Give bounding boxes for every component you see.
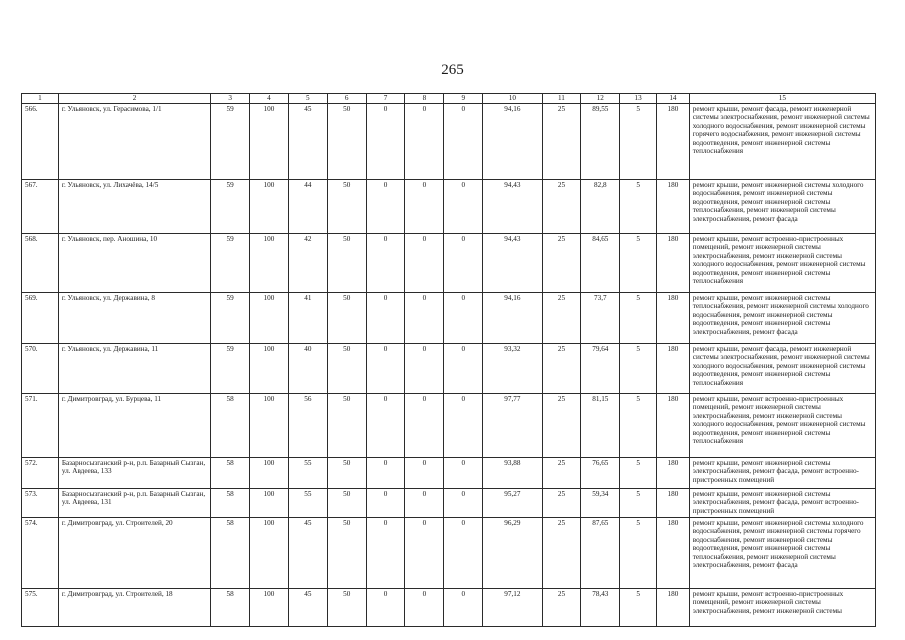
table-row [22,234,876,293]
value-cell: 0 [405,293,444,344]
value-cell: 5 [620,589,657,627]
header-row [22,94,876,104]
value-cell: 0 [366,180,405,234]
value-cell: 59,34 [581,489,620,518]
value-cell: 100 [250,489,289,518]
value-cell: 0 [366,293,405,344]
value-cell: 58 [211,458,250,489]
value-cell: 100 [250,458,289,489]
column-header: 9 [444,94,483,104]
value-cell: 45 [288,589,327,627]
value-cell: 73,7 [581,293,620,344]
value-cell: 95,27 [483,489,542,518]
address-cell: г. Ульяновск, ул. Державина, 8 [58,293,210,344]
address-cell: г. Ульяновск, ул. Державина, 11 [58,344,210,394]
works-cell: ремонт крыши, ремонт инженерной системы электроснабжения, ремонт фасада, ремонт встроенно-пристроенных помещений [689,458,875,489]
value-cell: 0 [444,104,483,180]
value-cell: 45 [288,518,327,589]
value-cell: 45 [288,104,327,180]
works-cell: ремонт крыши, ремонт встроенно-пристроенных помещений, ремонт инженерной системы электроснабжения, ремонт инженерной системы холодного водоснабжения, ремонт инженерной системы водоотведения, ремонт инженерной системы теплоснабжения [689,234,875,293]
value-cell: 50 [327,234,366,293]
value-cell: 100 [250,180,289,234]
value-cell: 180 [657,344,690,394]
row-index: 566. [22,104,59,180]
value-cell: 100 [250,293,289,344]
value-cell: 100 [250,344,289,394]
value-cell: 78,43 [581,589,620,627]
value-cell: 25 [542,589,581,627]
value-cell: 56 [288,394,327,458]
page-number: 265 [441,62,464,78]
value-cell: 0 [405,589,444,627]
works-cell: ремонт крыши, ремонт инженерной системы теплоснабжения, ремонт инженерной системы холодного водоснабжения, ремонт инженерной системы водоотведения, ремонт инженерной системы электроснабжения, ремонт фасада [689,293,875,344]
value-cell: 89,55 [581,104,620,180]
value-cell: 100 [250,394,289,458]
row-index: 574. [22,518,59,589]
value-cell: 40 [288,344,327,394]
value-cell: 5 [620,394,657,458]
value-cell: 180 [657,180,690,234]
value-cell: 42 [288,234,327,293]
value-cell: 0 [444,180,483,234]
value-cell: 0 [366,104,405,180]
column-header: 1 [22,94,59,104]
value-cell: 97,12 [483,589,542,627]
value-cell: 58 [211,518,250,589]
value-cell: 79,64 [581,344,620,394]
value-cell: 59 [211,104,250,180]
value-cell: 58 [211,589,250,627]
value-cell: 180 [657,104,690,180]
value-cell: 180 [657,458,690,489]
value-cell: 0 [366,458,405,489]
address-cell: г. Ульяновск, ул. Герасимова, 1/1 [58,104,210,180]
value-cell: 59 [211,234,250,293]
value-cell: 0 [405,489,444,518]
works-cell: ремонт крыши, ремонт фасада, ремонт инженерной системы электроснабжения, ремонт инженерной системы холодного водоснабжения, ремонт инженерной системы горячего водоснабжения, ремонт инженерной системы водоотведения, ремонт инженерной системы теплоснабжения [689,104,875,180]
value-cell: 5 [620,293,657,344]
value-cell: 0 [444,344,483,394]
works-cell: ремонт крыши, ремонт инженерной системы холодного водоснабжения, ремонт инженерной системы водоотведения, ремонт инженерной системы теплоснабжения, ремонт инженерной системы электроснабжения, ремонт фасада [689,180,875,234]
column-header: 2 [58,94,210,104]
column-header: 4 [250,94,289,104]
column-header: 15 [689,94,875,104]
value-cell: 44 [288,180,327,234]
value-cell: 50 [327,458,366,489]
value-cell: 94,43 [483,180,542,234]
value-cell: 0 [366,394,405,458]
value-cell: 50 [327,489,366,518]
works-cell: ремонт крыши, ремонт фасада, ремонт инженерной системы электроснабжения, ремонт инженерной системы холодного водоснабжения, ремонт инженерной системы водоотведения, ремонт инженерной системы теплоснабжения [689,344,875,394]
value-cell: 93,32 [483,344,542,394]
column-header: 13 [620,94,657,104]
column-header: 12 [581,94,620,104]
value-cell: 0 [405,104,444,180]
value-cell: 59 [211,344,250,394]
value-cell: 94,16 [483,293,542,344]
value-cell: 59 [211,293,250,344]
value-cell: 25 [542,293,581,344]
value-cell: 0 [366,234,405,293]
value-cell: 0 [444,234,483,293]
value-cell: 50 [327,589,366,627]
column-header: 11 [542,94,581,104]
value-cell: 55 [288,489,327,518]
row-index: 572. [22,458,59,489]
table-row [22,293,876,344]
value-cell: 93,88 [483,458,542,489]
value-cell: 0 [366,518,405,589]
value-cell: 0 [366,489,405,518]
column-header: 7 [366,94,405,104]
value-cell: 180 [657,293,690,344]
address-cell: г. Ульяновск, ул. Лихачёва, 14/5 [58,180,210,234]
value-cell: 5 [620,518,657,589]
column-header: 8 [405,94,444,104]
value-cell: 100 [250,518,289,589]
value-cell: 0 [444,518,483,589]
value-cell: 50 [327,518,366,589]
table-row [22,458,876,489]
value-cell: 50 [327,344,366,394]
value-cell: 25 [542,458,581,489]
table-row [22,344,876,394]
address-cell: г. Димитровград, ул. Строителей, 18 [58,589,210,627]
value-cell: 180 [657,518,690,589]
value-cell: 180 [657,589,690,627]
value-cell: 0 [405,518,444,589]
value-cell: 0 [444,489,483,518]
value-cell: 25 [542,344,581,394]
row-index: 575. [22,589,59,627]
value-cell: 180 [657,489,690,518]
value-cell: 5 [620,344,657,394]
value-cell: 0 [405,394,444,458]
row-index: 568. [22,234,59,293]
value-cell: 5 [620,489,657,518]
row-index: 569. [22,293,59,344]
value-cell: 0 [366,344,405,394]
table-row [22,394,876,458]
value-cell: 0 [366,589,405,627]
table-row [22,489,876,518]
value-cell: 0 [405,180,444,234]
row-index: 570. [22,344,59,394]
value-cell: 58 [211,489,250,518]
address-cell: г. Димитровград, ул. Строителей, 20 [58,518,210,589]
works-cell: ремонт крыши, ремонт встроенно-пристроенных помещений, ремонт инженерной системы электроснабжения, ремонт инженерной системы [689,589,875,627]
table-row [22,104,876,180]
works-cell: ремонт крыши, ремонт встроенно-пристроенных помещений, ремонт инженерной системы электроснабжения, ремонт инженерной системы холодного водоснабжения, ремонт инженерной системы водоотведения, ремонт инженерной системы теплоснабжения [689,394,875,458]
value-cell: 87,65 [581,518,620,589]
works-cell: ремонт крыши, ремонт инженерной системы электроснабжения, ремонт фасада, ремонт встроенно-пристроенных помещений [689,489,875,518]
value-cell: 0 [444,589,483,627]
row-index: 567. [22,180,59,234]
value-cell: 59 [211,180,250,234]
value-cell: 0 [444,293,483,344]
address-cell: г. Ульяновск, пер. Аношина, 10 [58,234,210,293]
value-cell: 97,77 [483,394,542,458]
value-cell: 5 [620,458,657,489]
value-cell: 81,15 [581,394,620,458]
value-cell: 5 [620,180,657,234]
value-cell: 94,43 [483,234,542,293]
table-row [22,589,876,627]
value-cell: 5 [620,104,657,180]
value-cell: 25 [542,180,581,234]
value-cell: 25 [542,234,581,293]
value-cell: 180 [657,394,690,458]
value-cell: 0 [405,344,444,394]
value-cell: 25 [542,518,581,589]
value-cell: 5 [620,234,657,293]
value-cell: 55 [288,458,327,489]
table-row [22,518,876,589]
address-cell: Базарносызганский р-н, р.п. Базарный Сызган, ул. Авдеева, 133 [58,458,210,489]
value-cell: 0 [444,394,483,458]
address-cell: г. Димитровград, ул. Бурцева, 11 [58,394,210,458]
column-header: 10 [483,94,542,104]
register-table [21,93,876,627]
value-cell: 25 [542,489,581,518]
value-cell: 96,29 [483,518,542,589]
value-cell: 50 [327,104,366,180]
address-cell: Базарносызганский р-н, р.п. Базарный Сызган, ул. Авдеева, 131 [58,489,210,518]
value-cell: 0 [444,458,483,489]
row-index: 571. [22,394,59,458]
value-cell: 25 [542,104,581,180]
works-cell: ремонт крыши, ремонт инженерной системы холодного водоснабжения, ремонт инженерной системы горячего водоснабжения, ремонт инженерной системы водоотведения, ремонт инженерной системы теплоснабжения, ремонт инженерной системы электроснабжения, ремонт фасада [689,518,875,589]
value-cell: 100 [250,104,289,180]
value-cell: 50 [327,394,366,458]
value-cell: 84,65 [581,234,620,293]
value-cell: 25 [542,394,581,458]
value-cell: 0 [405,234,444,293]
value-cell: 82,8 [581,180,620,234]
value-cell: 50 [327,293,366,344]
column-header: 5 [288,94,327,104]
value-cell: 180 [657,234,690,293]
column-header: 3 [211,94,250,104]
value-cell: 100 [250,234,289,293]
value-cell: 58 [211,394,250,458]
table-row [22,180,876,234]
value-cell: 0 [405,458,444,489]
column-header: 14 [657,94,690,104]
row-index: 573. [22,489,59,518]
value-cell: 76,65 [581,458,620,489]
value-cell: 100 [250,589,289,627]
value-cell: 94,16 [483,104,542,180]
value-cell: 41 [288,293,327,344]
value-cell: 50 [327,180,366,234]
column-header: 6 [327,94,366,104]
